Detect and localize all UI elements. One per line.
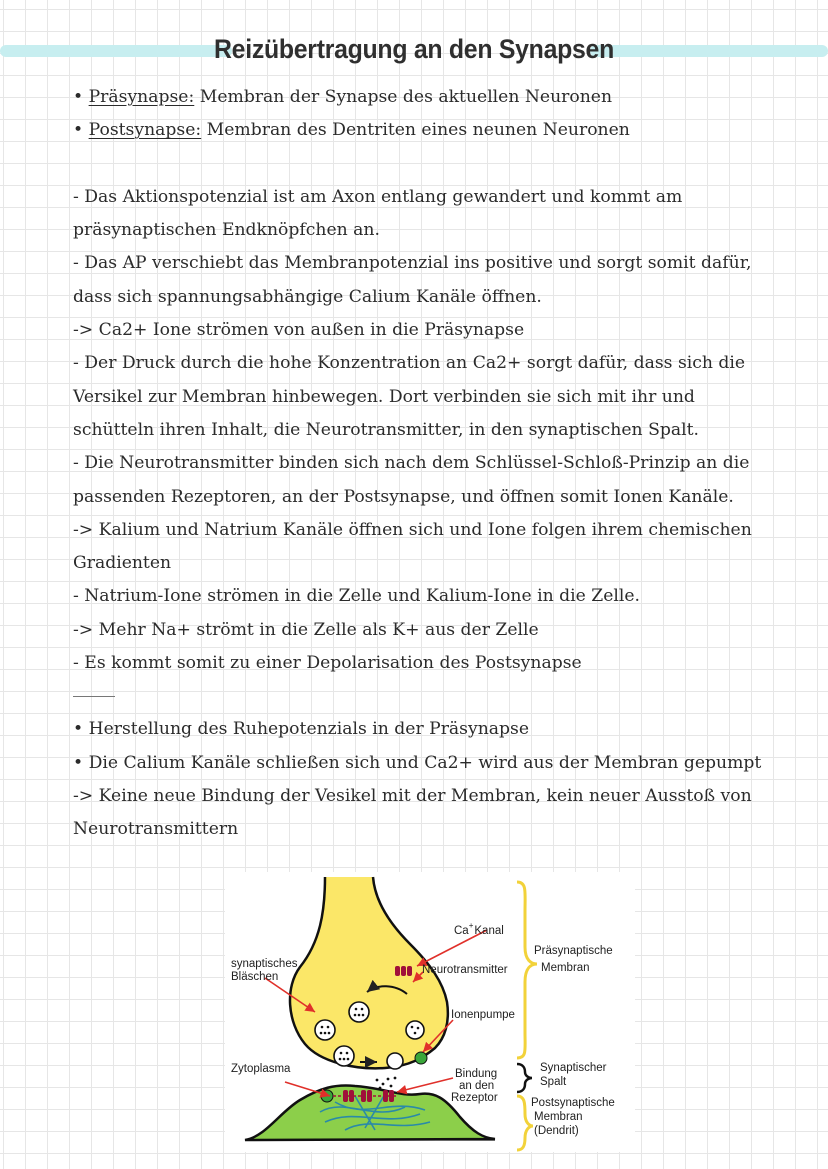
definition-text: Membran der Synapse des aktuellen Neuronen: [194, 87, 613, 107]
label-ionenpumpe: Ionenpumpe: [451, 1009, 515, 1021]
text-line: - Die Neurotransmitter binden sich nach dem Schlüssel-Schloß-Prinzip an die: [73, 453, 750, 474]
definition-text: Membran des Dentriten eines neunen Neuronen: [201, 120, 630, 141]
text-line: - Das Aktionspotenzial ist am Axon entlang gewandert und kommt am: [73, 186, 683, 207]
text-line: - Es kommt somit zu einer Depolarisation des Postsynapse: [73, 653, 582, 674]
definition-postsynapse: • Postsynapse: Membran des Dentriten eines neunen Neuronen: [73, 120, 630, 141]
notes-body: [73, 81, 773, 847]
label-postsynaptische-3: (Dendrit): [534, 1125, 579, 1137]
label-ca-kanal: Ca+Kanal: [454, 921, 504, 937]
paragraph-gap: [73, 148, 773, 181]
text-line: Neurotransmittern: [73, 819, 239, 840]
title-bar: [0, 34, 828, 64]
text-line: passenden Rezeptoren, an der Postsynapse, und öffnen somit Ionen Kanäle.: [73, 486, 734, 507]
text-line: -> Kalium und Natrium Kanäle öffnen sich und Ione folgen ihrem chemischen: [73, 519, 752, 540]
section-divider: [73, 696, 115, 697]
label-spalt-2: Spalt: [540, 1076, 567, 1088]
label-postsynaptische-1: Postsynaptische: [531, 1097, 615, 1109]
text-line: - Das AP verschiebt das Membranpotenzial ins positive und sorgt somit dafür,: [73, 253, 752, 274]
text-line: • Die Calium Kanäle schließen sich und Ca2+ wird aus der Membran gepumpt: [73, 752, 762, 773]
text-line: • Herstellung des Ruhepotenzials in der Präsynapse: [73, 719, 530, 740]
text-line: -> Keine neue Bindung der Vesikel mit der Membran, kein neuer Ausstoß von: [73, 785, 752, 806]
text-line: Gradienten: [73, 553, 172, 574]
text-line: Versikel zur Membran hinbewegen. Dort verbinden sie sich mit ihr und: [73, 386, 695, 407]
label-synaptische-blaeschen-2: Bläschen: [231, 971, 279, 983]
label-praesynaptische-2: Membran: [541, 962, 590, 974]
term-praesynapse: Präsynapse:: [88, 87, 195, 107]
synapse-diagram: [225, 872, 635, 1152]
text-line: - Natrium-Ione strömen in die Zelle und Kalium-Ione in die Zelle.: [73, 586, 641, 607]
ca-channels: [395, 966, 412, 976]
label-spalt-1: Synaptischer: [540, 1062, 607, 1074]
page-title: Reizübertragung an den Synapsen: [214, 34, 614, 64]
synapse-diagram-svg: [225, 872, 635, 1152]
label-postsynaptische-2: Membran: [534, 1111, 583, 1123]
text-line: -> Ca2+ Ione strömen von außen in die Präsynapse: [73, 320, 525, 341]
label-bindung-1: Bindung: [455, 1068, 498, 1080]
text-line: schütteln ihren Inhalt, die Neurotransmitter, in den synaptischen Spalt.: [73, 419, 699, 440]
text-line: dass sich spannungsabhängige Calium Kanäle öffnen.: [73, 286, 542, 307]
label-praesynaptische-1: Präsynaptische: [534, 945, 613, 957]
text-line: -> Mehr Na+ strömt in die Zelle als K+ aus der Zelle: [73, 619, 539, 640]
definition-praesynapse: • Präsynapse: Membran der Synapse des aktuellen Neuronen: [73, 87, 613, 107]
label-neurotransmitter: Neurotransmitter: [422, 964, 508, 976]
term-postsynapse: Postsynapse:: [88, 120, 202, 141]
label-synaptische-blaeschen-1: synaptisches: [231, 958, 298, 970]
label-zytoplasma: Zytoplasma: [231, 1063, 291, 1075]
label-bindung-3: Rezeptor: [451, 1092, 498, 1104]
text-line: - Der Druck durch die hohe Konzentration an Ca2+ sorgt dafür, dass sich die: [73, 353, 746, 374]
label-bindung-2: an den: [459, 1080, 495, 1092]
text-line: präsynaptischen Endknöpfchen an.: [73, 220, 380, 241]
